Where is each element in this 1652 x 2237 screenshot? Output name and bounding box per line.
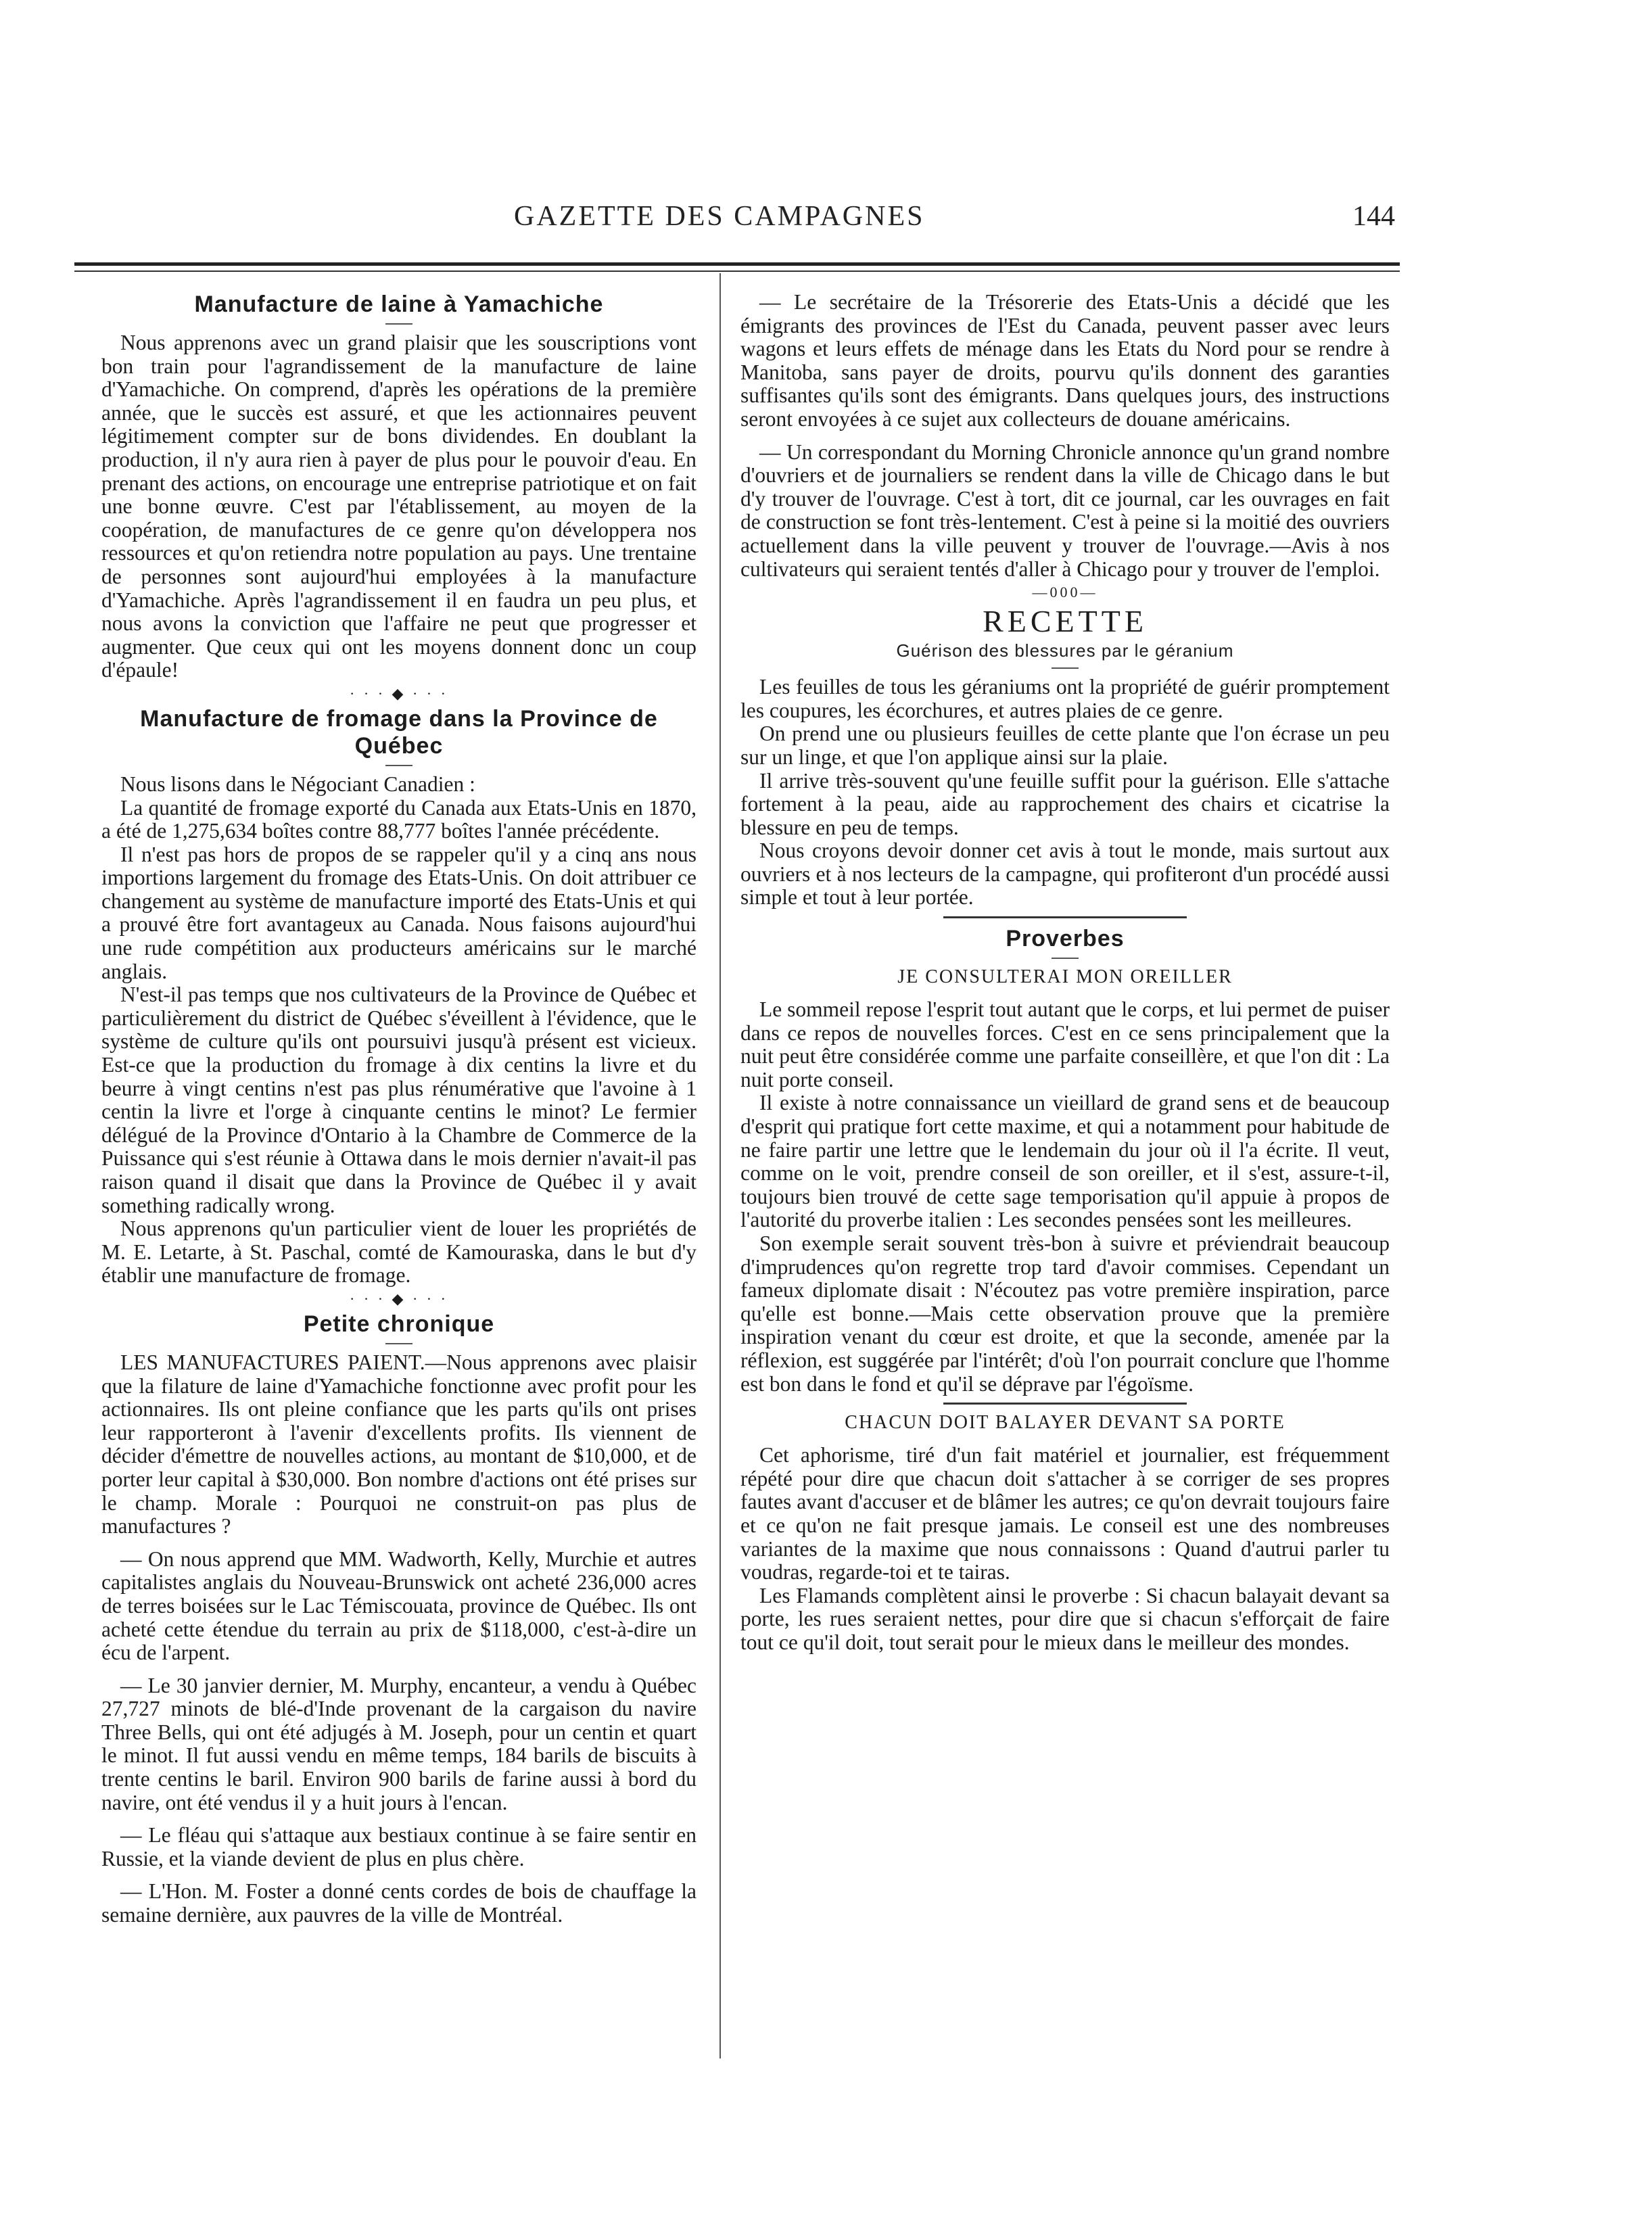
article-paragraph: — Le secrétaire de la Trésorerie des Etats-Unis a décidé que les émigrants des provinces de l'Est du Canada, peuvent passer avec leurs wagons et leurs effets de ménage dans les Etats du Nord pour se rendre à Manitoba, sans payer de droits, pourvu qu'ils donnent des garanties suffisantes qu'ils sont des émigrants. Dans quelques jours, des instructions seront envoyées à ce sujet aux collecteurs de douane américains. <box>740 290 1390 431</box>
heading-dash <box>385 323 412 325</box>
heading-dash <box>1052 958 1079 959</box>
article-paragraph: Nous croyons devoir donner cet avis à tout le monde, mais surtout aux ouvriers et à nos lecteurs de la campagne, qui profiteront d'un procédé aussi simple et tout à leur portée. <box>740 839 1390 910</box>
column-divider <box>719 273 721 2058</box>
article-paragraph: Les feuilles de tous les géraniums ont la propriété de guérir promptement les coupures, les écorchures, et autres plaies de ce genre. <box>740 675 1390 722</box>
section-rule <box>943 916 1187 918</box>
section-rule <box>943 1403 1187 1405</box>
article-paragraph: Cet aphorisme, tiré d'un fait matériel et journalier, est fréquemment répété pour dire que chacun doit s'attacher à se corriger de ses propres fautes avant d'accuser et de blâmer les autres; ce qu'on devrait toujours faire et ce qu'on ne fait presque jamais. Le conseil est une des nombreuses variantes de la maxime que nous connaissons : Quand d'autrui parler tu voudras, regarde-toi et te tairas. <box>740 1443 1390 1584</box>
page-number: 144 <box>1352 201 1395 232</box>
article-paragraph: Son exemple serait souvent très-bon à suivre et préviendrait beaucoup d'imprudences qu'on regrette trop tard d'avoir commises. Cependant un fameux diplomate disait : N'écoutez pas votre première inspiration, parce qu'elle est bonne.—Mais cette observation prouve que la première inspiration venant du cœur est droite, et que la seconde, amenée par la réflexion, est suggérée par l'intérêt; d'où l'on pourrait conclure que l'homme est bon dans le fond et qu'il se déprave par l'égoïsme. <box>740 1231 1390 1396</box>
masthead-title: GAZETTE DES CAMPAGNES <box>514 201 925 232</box>
heading-dash <box>385 765 412 766</box>
article-paragraph: — Le 30 janvier dernier, M. Murphy, encanteur, a vendu à Québec 27,727 minots de blé-d'Inde provenant de la cargaison du navire Three Bells, qui ont été adjugés à M. Joseph, pour un centin et quart le minot. Il fut aussi vendu en même temps, 184 barils de biscuits à trente centins le baril. Environ 900 barils de farine aussi à bord du navire, ont été vendus il y a huit jours à l'encan. <box>101 1673 697 1814</box>
heading-dash <box>1052 667 1079 669</box>
article-paragraph: — On nous apprend que MM. Wadworth, Kelly, Murchie et autres capitalistes anglais du Nouveau-Brunswick ont acheté 236,000 acres de terres boisées sur le Lac Témiscouata, province de Québec. Ils ont acheté cette étendue du terrain au prix de $118,000, c'est-à-dire un écu de l'arpent. <box>101 1547 697 1665</box>
article-paragraph: Nous apprenons qu'un particulier vient de louer les propriétés de M. E. Letarte, à St. Paschal, comté de Kamouraska, dans le but d'y établir une manufacture de fromage. <box>101 1217 697 1288</box>
ornament-divider: · · · ◆ · · · <box>350 684 448 702</box>
header-rule-thick <box>74 262 1400 266</box>
left-column <box>101 291 697 1927</box>
heading-dash <box>385 1343 412 1344</box>
article-heading: RECETTE <box>983 604 1148 639</box>
article-subheading: CHACUN DOIT BALAYER DEVANT SA PORTE <box>845 1412 1285 1434</box>
article-subheading: JE CONSULTERAI MON OREILLER <box>897 966 1233 988</box>
section-separator: —000— <box>1032 584 1098 601</box>
article-paragraph: — L'Hon. M. Foster a donné cents cordes de bois de chauffage la semaine dernière, aux pauvres de la ville de Montréal. <box>101 1879 697 1927</box>
article-heading: Manufacture de laine à Yamachiche <box>194 291 604 317</box>
article-paragraph: LES MANUFACTURES PAIENT.—Nous apprenons avec plaisir que la filature de laine d'Yamachiche fonctionne avec profit pour les actionnaires. Ils ont pleine confiance que les parts qu'ils ont prises leur rapporteront à l'avenir d'excellents profits. Ils viennent de décider d'émettre de nouvelles actions, au montant de $10,000, et de porter leur capital à $30,000. Bon nombre d'actions ont été prises sur le champ. Morale : Pourquoi ne construit-on pas plus de manufactures ? <box>101 1350 697 1538</box>
article-paragraph: Nous apprenons avec un grand plaisir que les souscriptions vont bon train pour l'agrandissement de la manufacture de laine d'Yamachiche. On comprend, d'après les opérations de la première année, que le succès est assuré, et que les actionnaires peuvent légitimement compter sur de bons dividendes. En doublant la production, il n'y aura rien à payer de plus pour le pouvoir d'eau. En prenant des actions, on encourage une entreprise patriotique et on fait une bonne œuvre. C'est par l'établissement, au moyen de la coopération, de manufactures de ce genre qu'on développera nos ressources et qu'on retiendra notre population au pays. Une trentaine de personnes sont aujourd'hui employées à la manufacture d'Yamachiche. Après l'agrandissement il en faudra un peu plus, et nous avons la conviction que l'affaire ne peut que progresser et augmenter. Que ceux qui ont les moyens donnent donc un coup d'épaule! <box>101 331 697 682</box>
article-paragraph: — Le fléau qui s'attaque aux bestiaux continue à se faire sentir en Russie, et la viande devient de plus en plus chère. <box>101 1823 697 1870</box>
article-paragraph: Nous lisons dans le Négociant Canadien : <box>120 772 475 796</box>
article-subheading: Guérison des blessures par le géranium <box>896 640 1234 661</box>
article-paragraph: Il arrive très-souvent qu'une feuille suffit pour la guérison. Elle s'attache fortement à la peau, aide au rapprochement des chairs et cicatrise la blessure en peu de temps. <box>740 768 1390 839</box>
article-paragraph: La quantité de fromage exporté du Canada aux Etats-Unis en 1870, a été de 1,275,634 boîtes contre 88,777 boîtes l'année précédente. <box>101 795 697 843</box>
article-heading: Manufacture de fromage dans la Province de Québec <box>140 705 658 759</box>
article-heading: Petite chronique <box>303 1311 495 1337</box>
article-paragraph: — Un correspondant du Morning Chronicle annonce qu'un grand nombre d'ouvriers et de journaliers se rendent dans la ville de Chicago dans le but d'y trouver de l'ouvrage. C'est à tort, dit ce journal, car les ouvrages en fait de construction se font très-lentement. C'est à peine si la moitié des ouvriers actuellement dans la ville peuvent y trouver de l'ouvrage.—Avis à nos cultivateurs qui seraient tentés d'aller à Chicago pour y trouver de l'emploi. <box>740 440 1390 581</box>
article-paragraph: Les Flamands complètent ainsi le proverbe : Si chacun balayait devant sa porte, les rues seraient nettes, pour dire que si chacun s'efforçait de faire tout ce qu'il doit, tout serait pour le mieux dans le meilleur des mondes. <box>740 1583 1390 1654</box>
header-rule-thin <box>74 270 1400 272</box>
right-column <box>740 291 1390 1655</box>
article-heading: Proverbes <box>1006 926 1125 952</box>
ornament-divider: · · · ◆ · · · <box>350 1290 448 1307</box>
article-paragraph: N'est-il pas temps que nos cultivateurs de la Province de Québec et particulièrement du district de Québec s'éveillent à l'évidence, que le système de culture qu'ils ont poursuivi jusqu'à présent est vicieux. Est-ce que la production du fromage à dix centins la livre et du beurre à vingt centins n'est pas plus rénumérative que l'avoine à 1 centin la livre et l'orge à cinquante centins le minot? Le fermier délégué de la Province d'Ontario à la Chambre de Commerce de la Puissance qui s'est réunie à Ottawa dans le mois dernier n'avait-il pas raison quand il disait que dans la Province de Québec il y avait something radically wrong. <box>101 983 697 1217</box>
article-paragraph: Il n'est pas hors de propos de se rappeler qu'il y a cinq ans nous importions largement du fromage des Etats-Unis. On doit attribuer ce changement au système de manufacture importé des Etats-Unis et qui a prouvé être fort avantageux au Canada. Nous faisons aujourd'hui une rude compétition aux producteurs américains sur le marché anglais. <box>101 842 697 983</box>
article-paragraph: Il existe à notre connaissance un vieillard de grand sens et de beaucoup d'esprit qui pratique fort cette maxime, et qui a notamment pour habitude de ne faire partir une lettre que le lendemain du jour où il l'a écrite. Il veut, comme on le voit, prendre conseil de son oreiller, et il s'est, assure-t-il, toujours bien trouvé de cette sage temporisation qu'il appuie à propos de l'autorité du proverbe italien : Les secondes pensées sont les meilleures. <box>740 1091 1390 1232</box>
article-paragraph: On prend une ou plusieurs feuilles de cette plante que l'on écrase un peu sur un linge, et que l'on applique ainsi sur la plaie. <box>740 722 1390 769</box>
article-paragraph: Le sommeil repose l'esprit tout autant que le corps, et lui permet de puiser dans ce repos de nouvelles forces. C'est en ce sens principalement que la nuit peut être considérée comme une parfaite conseillère, et que l'on dit : La nuit porte conseil. <box>740 997 1390 1091</box>
